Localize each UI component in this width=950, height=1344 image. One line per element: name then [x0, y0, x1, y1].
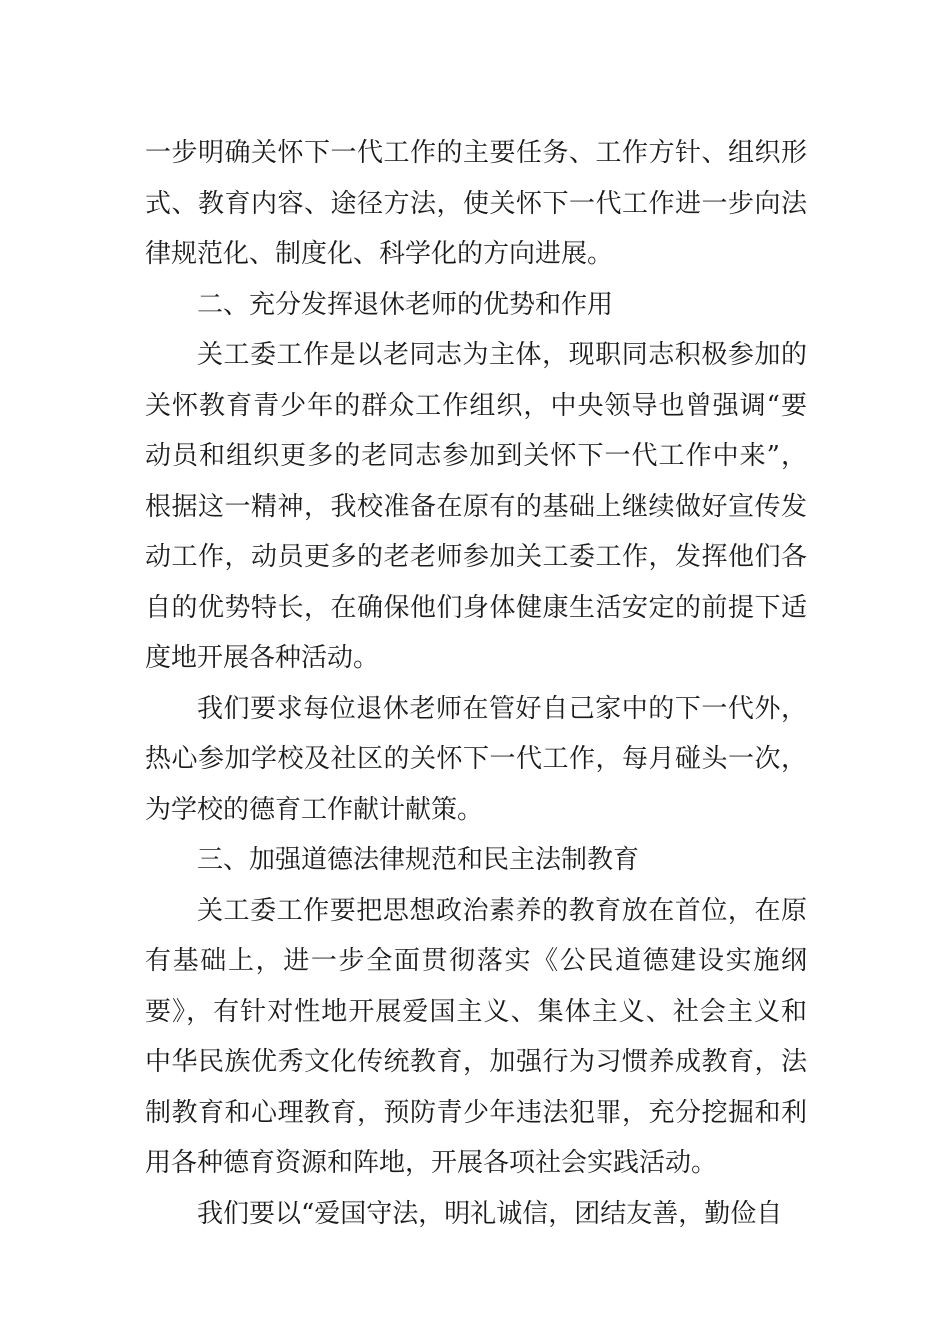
document-body: [145, 128, 807, 1239]
paragraph-retired-teachers-requirement: 我们要求每位退休老师在管好自己家中的下一代外，热心参加学校及社区的关怀下一代工作，每月碰头一次，为学校的德育工作献计献策。: [145, 693, 807, 825]
paragraph-retired-teachers-role: 关工委工作是以老同志为主体，现职同志积极参加的关怀教育青少年的群众工作组织，中央领导也曾强调“要动员和组织更多的老同志参加到关怀下一代工作中来”，根据这一精神，我校准备在原有的基础上继续做好宣传发动工作，动员更多的老老师参加关工委工作，发挥他们各自的优势特长，在确保他们身体健康生活安定的前提下适度地开展各种活动。: [145, 340, 807, 673]
section-heading-2: 二、充分发挥退休老师的优势和作用: [197, 289, 614, 320]
paragraph-moral-education: 关工委工作要把思想政治素养的教育放在首位，在原有基础上，进一步全面贯彻落实《公民道德建设实施纲要》，有针对性地开展爱国主义、集体主义、社会主义和中华民族优秀文化传统教育，加强行为习惯养成教育，法制教育和心理教育，预防青少年违法犯罪，充分挖掘和利用各种德育资源和阵地，开展各项社会实践活动。: [145, 895, 807, 1178]
paragraph-slogan-start: 我们要以“爱国守法，明礼诚信，团结友善，勤俭自: [197, 1198, 783, 1229]
paragraph-continued: 一步明确关怀下一代工作的主要任务、工作方针、组织形式、教育内容、途径方法，使关怀下一代工作进一步向法律规范化、制度化、科学化的方向进展。: [145, 138, 807, 269]
section-heading-3: 三、加强道德法律规范和民主法制教育: [197, 845, 640, 875]
